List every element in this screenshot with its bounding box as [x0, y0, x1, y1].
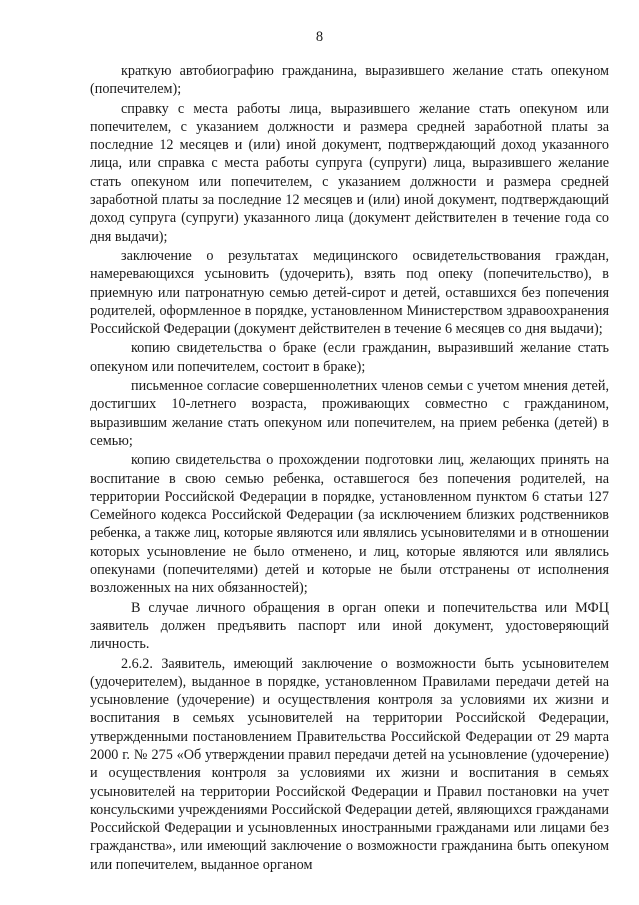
page-number: 8 [315, 29, 324, 45]
paragraph-family-consent: письменное согласие совершеннолетних членов семьи с учетом мнения детей, достигших 10-летнего возраста, проживающих совместно с гражданином, выразившим желание стать опекуном или попечителем, на прием ребенка (детей) в семью; [90, 378, 609, 449]
paragraph-2-6-2: 2.6.2. Заявитель, имеющий заключение о возможности быть усыновителем (удочерителем), выданное в порядке, установленном Правилами передачи детей на усыновление (удочерение) и осуществления контроля за условиями их жизни и воспитания в семьях усыновителей на территории Российской Федерации, утвержденными постановлением Правительства Российской Федерации от 29 марта 2000 г. № 275 «Об утверждении правил передачи детей на усыновление (удочерение) и осуществления контроля за условиями их жизни и воспитания в семьях усыновителей на территории Российской Федерации и Правил постановки на учет консульскими учреждениями Российской Федерации детей, являющихся гражданами Российской Федерации и усыновленных иностранными гражданами или лицами без гражданства», или имеющий заключение о возможности гражданина быть опекуном или попечителем, выданное органом [90, 655, 609, 873]
paragraph-medical-conclusion: заключение о результатах медицинского освидетельствования граждан, намеревающихся усыновить (удочерить), взять под опеку (попечительство), в приемную или патронатную семью детей-сирот и детей, оставшихся без попечения родителей, оформленное в порядке, установленном Министерством здравоохранения Российской Федерации (документ действителен в течение 6 месяцев со дня выдачи); [90, 247, 609, 338]
paragraph-personal-appeal: В случае личного обращения в орган опеки и попечительства или МФЦ заявитель должен предъявить паспорт или иной документ, удостоверяющий личность. [90, 599, 609, 653]
paragraph-employment-certificate: справку с места работы лица, выразившего желание стать опекуном или попечителем, с указанием должности и размера средней заработной платы за последние 12 месяцев и (или) иной документ, подтверждающий доход указанного лица, или справка с места работы супруга (супруги) лица, выразившего желание стать опекуном или попечителем, с указанием должности и размера средней заработной платы за последние 12 месяцев и (или) иной документ, подтверждающий доход супруга (супруги) указанного лица (документ действителен в течение года со дня выдачи); [90, 100, 609, 245]
document-body [90, 62, 609, 875]
paragraph-training-certificate: копию свидетельства о прохождении подготовки лиц, желающих принять на воспитание в свою семью ребенка, оставшегося без попечения родителей, на территории Российской Федерации в порядке, установленном пунктом 6 статьи 127 Семейного кодекса Российской Федерации (за исключением близких родственников ребенка, а также лиц, которые являются или являлись усыновителями и в отношении которых усыновление не было отменено, и лиц, которые являются или являлись опекунами (попечителями) детей и которые не были отстранены от исполнения возложенных на них обязанностей); [90, 452, 609, 597]
paragraph-autobiography: краткую автобиографию гражданина, выразившего желание стать опекуном (попечителем); [90, 63, 609, 98]
paragraph-marriage-certificate: копию свидетельства о браке (если гражданин, выразивший желание стать опекуном или попечителем, состоит в браке); [90, 340, 609, 375]
